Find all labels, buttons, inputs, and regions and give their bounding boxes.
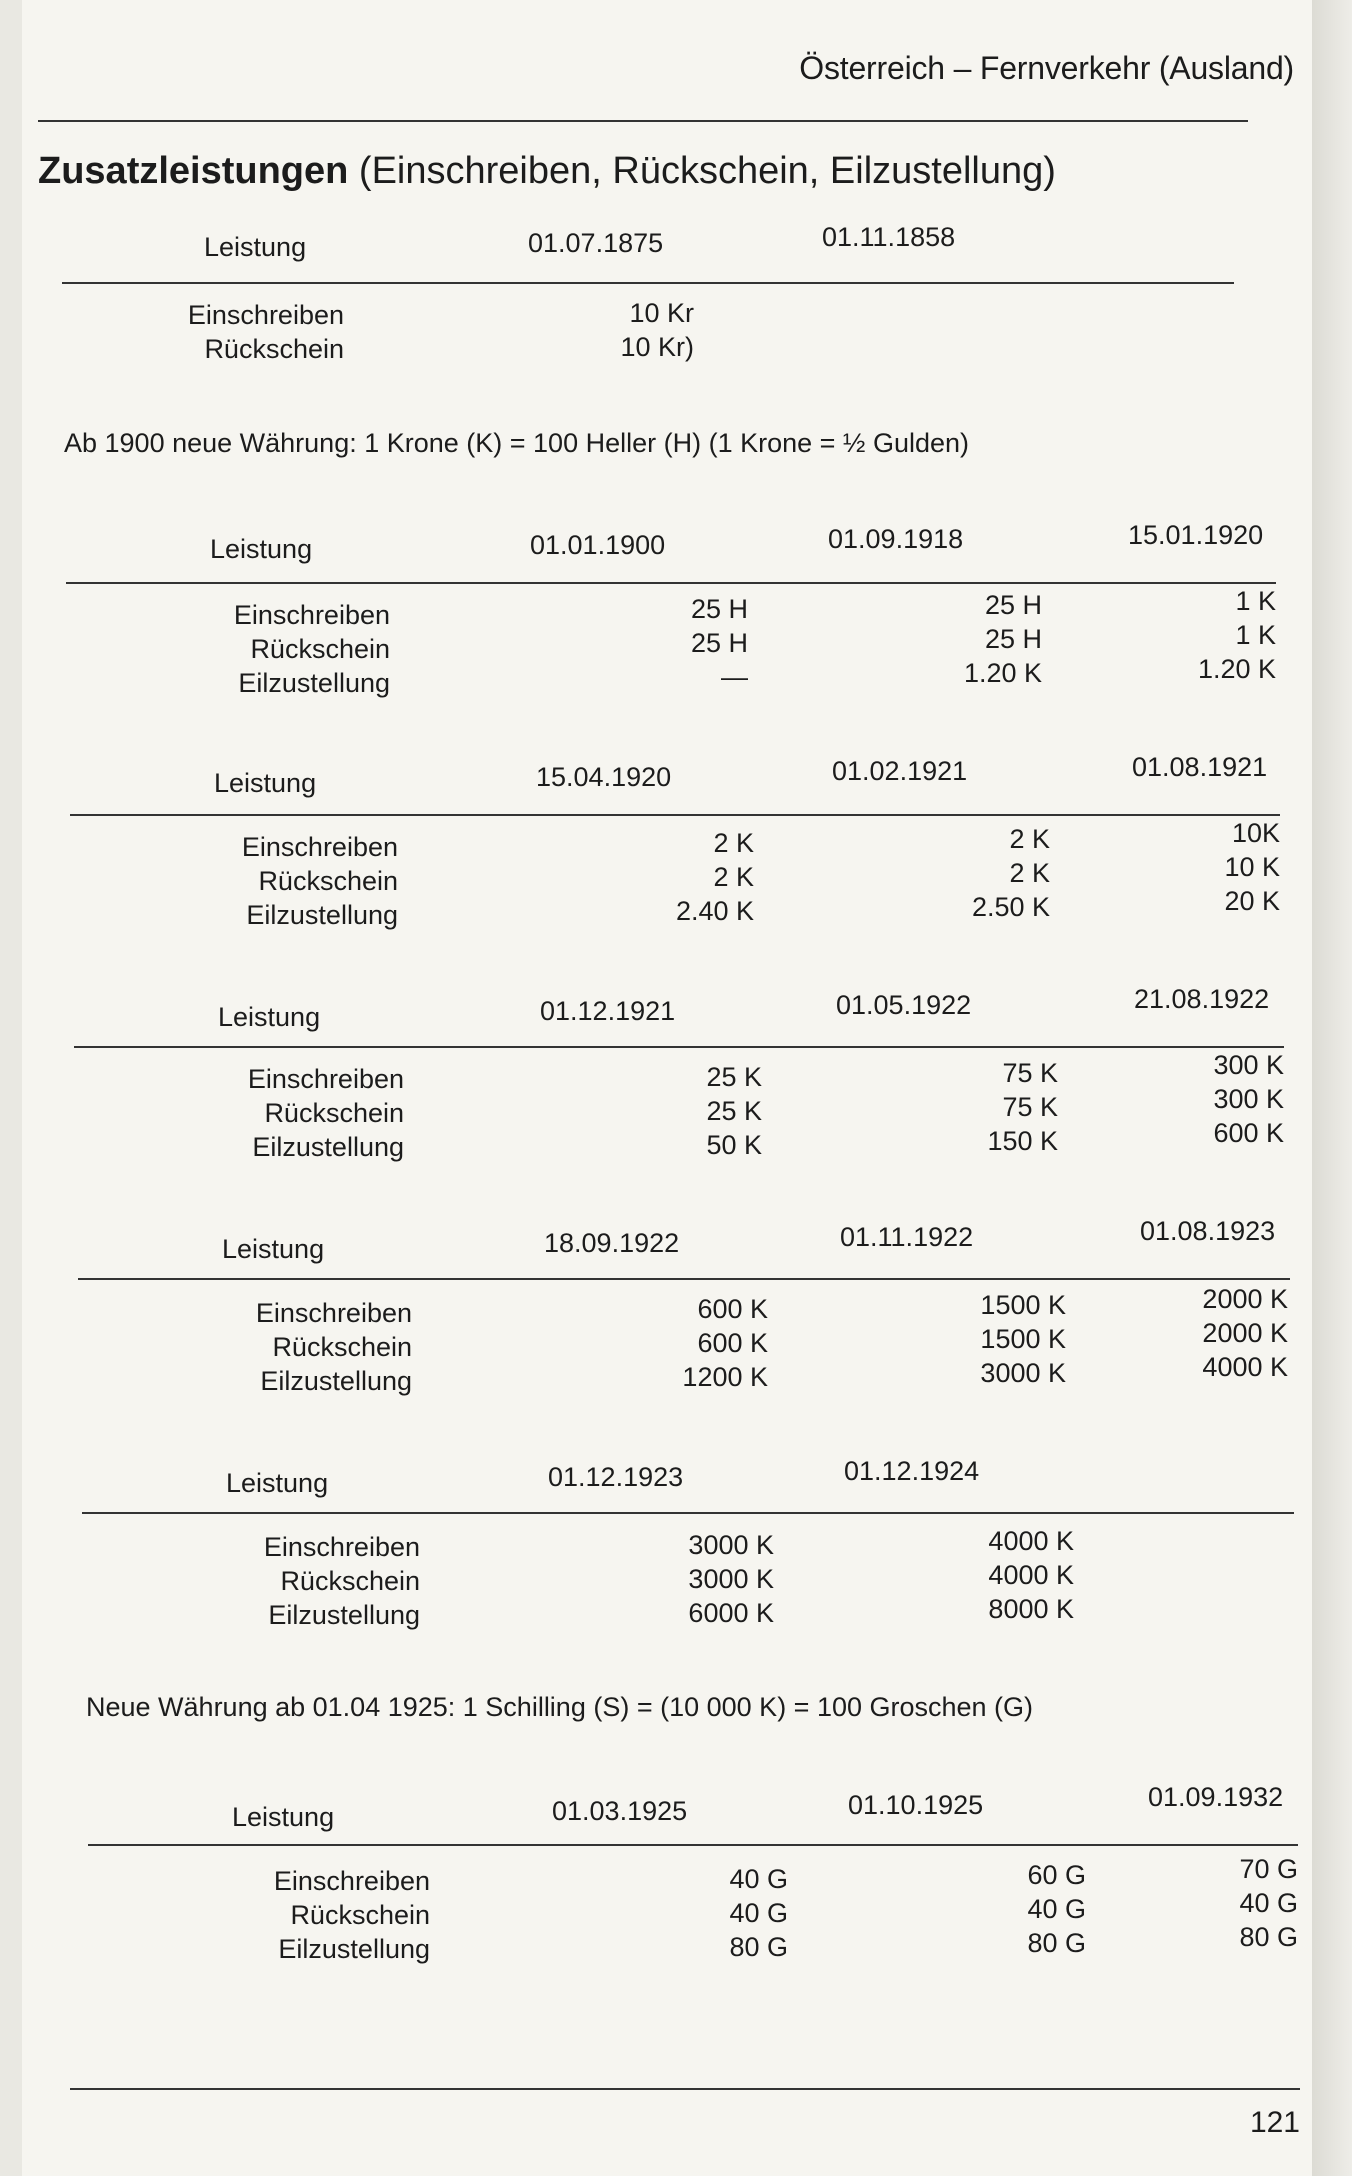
value-cell: 10K <box>1231 818 1280 848</box>
service-rueckschein: Rückschein <box>290 1900 430 1930</box>
value-cell: 2 K <box>713 828 754 858</box>
service-eilzustellung: Eilzustellung <box>278 1934 430 1964</box>
value-column-1 <box>706 1060 762 1162</box>
service-rueckschein: Rückschein <box>272 1332 412 1362</box>
value-cell: 25 H <box>690 594 748 624</box>
value-cell: 6000 K <box>688 1598 774 1628</box>
value-column-3 <box>1224 816 1280 918</box>
date-column-1: 15.04.1920 <box>536 762 672 792</box>
table-rule <box>88 1844 1298 1846</box>
service-labels <box>256 1296 412 1398</box>
table-rule <box>66 582 1276 584</box>
value-cell: 25 K <box>706 1062 762 1092</box>
value-cell: 1.20 K <box>1197 654 1276 684</box>
service-rueckschein: Rückschein <box>280 1566 420 1596</box>
service-einschreiben: Einschreiben <box>273 1866 430 1896</box>
value-cell: 2 K <box>713 862 754 892</box>
rate-table-1900 <box>66 520 1276 698</box>
date-column-1: 01.01.1900 <box>530 530 666 560</box>
service-eilzustellung: Eilzustellung <box>238 668 390 698</box>
service-rueckschein: Rückschein <box>204 334 344 364</box>
value-cell: 150 K <box>987 1126 1058 1156</box>
date-column-2: 01.02.1921 <box>832 756 968 786</box>
value-cell: 2000 K <box>1202 1318 1288 1348</box>
leistung-header: Leistung <box>214 768 317 798</box>
date-column-1: 01.12.1921 <box>540 996 676 1026</box>
value-cell: 1500 K <box>980 1290 1066 1320</box>
value-cell: 40 G <box>1027 1894 1086 1924</box>
value-column-2 <box>972 822 1050 924</box>
date-column-1: 01.07.1875 <box>528 228 664 258</box>
value-cell: 8000 K <box>988 1594 1074 1624</box>
value-column-1 <box>682 1292 768 1394</box>
value-cell: 600 K <box>697 1328 768 1358</box>
value-cell: 2000 K <box>1202 1284 1288 1314</box>
service-rueckschein: Rückschein <box>250 634 390 664</box>
rate-table-1923 <box>82 1450 1294 1630</box>
service-rueckschein: Rückschein <box>258 866 398 896</box>
service-rueckschein: Rückschein <box>264 1098 404 1128</box>
value-cell: 40 G <box>729 1864 788 1894</box>
service-einschreiben: Einschreiben <box>247 1064 404 1094</box>
table-rule <box>70 814 1280 816</box>
value-column-1 <box>691 592 748 694</box>
service-einschreiben: Einschreiben <box>255 1298 412 1328</box>
footer-rule <box>70 2088 1300 2090</box>
value-cell: 50 K <box>706 1130 762 1160</box>
value-cell: 40 G <box>1239 1888 1298 1918</box>
service-eilzustellung: Eilzustellung <box>260 1366 412 1396</box>
value-column-3 <box>1239 1852 1298 1954</box>
leistung-header: Leistung <box>218 1002 321 1032</box>
value-cell: 80 G <box>1239 1922 1298 1952</box>
value-column-2 <box>988 1524 1074 1626</box>
value-cell: 1200 K <box>682 1362 768 1392</box>
value-cell: 25 H <box>690 628 748 658</box>
leistung-header: Leistung <box>210 534 313 564</box>
value-column-1 <box>688 1528 774 1630</box>
value-column-1 <box>729 1862 788 1964</box>
rate-table-1920 <box>70 752 1280 930</box>
value-cell: 2 K <box>1009 858 1050 888</box>
leistung-header: Leistung <box>204 232 307 262</box>
value-cell: 25 H <box>984 624 1042 654</box>
service-labels <box>274 1864 430 1966</box>
leistung-header: Leistung <box>232 1802 335 1832</box>
value-cell: 75 K <box>1002 1092 1058 1122</box>
service-labels <box>264 1530 420 1632</box>
service-eilzustellung: Eilzustellung <box>268 1600 420 1630</box>
value-cell: 1 K <box>1235 586 1276 616</box>
value-cell: 600 K <box>1213 1118 1284 1148</box>
value-cell: 2.40 K <box>675 896 754 926</box>
service-labels <box>234 598 390 700</box>
value-column-2 <box>964 588 1042 690</box>
value-cell: 20 K <box>1224 886 1280 916</box>
currency-note-1925: Neue Währung ab 01.04 1925: 1 Schilling (S) = (10 000 K) = 100 Groschen (G) <box>86 1692 1034 1722</box>
value-column-3 <box>1198 584 1276 686</box>
value-cell: 600 K <box>697 1294 768 1324</box>
page-edge <box>1312 0 1352 2176</box>
date-column-2: 01.11.1922 <box>840 1222 974 1252</box>
rate-table-1921 <box>74 984 1284 1162</box>
section-title-rest: (Einschreiben, Rückschein, Eilzustellung) <box>348 150 1056 192</box>
table-rule <box>78 1278 1290 1280</box>
rate-table-1922 <box>78 1216 1290 1396</box>
date-column-3: 01.08.1921 <box>1132 752 1268 782</box>
value-column-3 <box>1202 1282 1288 1384</box>
table-rule <box>62 282 1234 284</box>
page-number: 121 <box>1249 2106 1300 2139</box>
value-column-2 <box>1027 1858 1086 1960</box>
service-labels <box>242 830 398 932</box>
value-cell: 2.50 K <box>971 892 1050 922</box>
rate-table-1875 <box>62 220 1234 370</box>
value-column-1 <box>620 296 694 364</box>
service-einschreiben: Einschreiben <box>263 1532 420 1562</box>
service-eilzustellung: Eilzustellung <box>252 1132 404 1162</box>
service-einschreiben: Einschreiben <box>241 832 398 862</box>
value-cell: 3000 K <box>688 1530 774 1560</box>
value-column-2 <box>980 1288 1066 1390</box>
leistung-header: Leistung <box>222 1234 325 1264</box>
date-column-1: 18.09.1922 <box>544 1228 680 1258</box>
value-cell: 300 K <box>1213 1050 1284 1080</box>
value-cell: 25 K <box>706 1096 762 1126</box>
value-column-3 <box>1213 1048 1284 1150</box>
value-cell: 40 G <box>729 1898 788 1928</box>
table-rule <box>74 1046 1284 1048</box>
value-cell: 2 K <box>1009 824 1050 854</box>
value-column-2 <box>987 1056 1058 1158</box>
date-column-3: 21.08.1922 <box>1134 984 1270 1014</box>
service-labels <box>188 298 344 366</box>
date-column-3: 01.08.1923 <box>1140 1216 1276 1246</box>
value-cell: 80 G <box>729 1932 788 1962</box>
value-cell: 75 K <box>1002 1058 1058 1088</box>
value-column-1 <box>676 826 754 928</box>
date-column-2: 01.05.1922 <box>836 990 972 1020</box>
header-rule <box>38 120 1248 122</box>
value-cell: 1 K <box>1235 620 1276 650</box>
table-rule <box>82 1512 1294 1514</box>
value-cell: 10 Kr) <box>620 332 694 362</box>
date-column-1: 01.12.1923 <box>548 1462 684 1492</box>
service-labels <box>248 1062 404 1164</box>
value-cell: 4000 K <box>988 1560 1074 1590</box>
value-cell: 10 K <box>1224 852 1280 882</box>
value-cell: 4000 K <box>1202 1352 1288 1382</box>
value-cell: 300 K <box>1213 1084 1284 1114</box>
value-cell: 60 G <box>1027 1860 1086 1890</box>
currency-note-1900: Ab 1900 neue Währung: 1 Krone (K) = 100 Heller (H) (1 Krone = ½ Gulden) <box>64 428 970 458</box>
date-column-2: 01.10.1925 <box>848 1790 984 1820</box>
leistung-header: Leistung <box>226 1468 329 1498</box>
service-einschreiben: Einschreiben <box>233 600 390 630</box>
section-title <box>38 150 1056 193</box>
date-column-3: 15.01.1920 <box>1128 520 1264 550</box>
value-cell: — <box>721 662 748 692</box>
section-title-bold: Zusatzleistungen <box>38 150 349 192</box>
value-cell: 10 Kr <box>629 298 694 328</box>
value-cell: 4000 K <box>988 1526 1074 1556</box>
value-cell: 1500 K <box>980 1324 1066 1354</box>
value-cell: 25 H <box>984 590 1042 620</box>
value-cell: 70 G <box>1239 1854 1298 1884</box>
value-cell: 80 G <box>1027 1928 1086 1958</box>
value-cell: 3000 K <box>688 1564 774 1594</box>
date-column-3: 01.09.1932 <box>1148 1782 1284 1812</box>
value-cell: 1.20 K <box>963 658 1042 688</box>
date-column-1: 01.03.1925 <box>552 1796 688 1826</box>
rate-table-1925 <box>88 1782 1298 1964</box>
date-column-2: 01.12.1924 <box>844 1456 980 1486</box>
service-eilzustellung: Eilzustellung <box>246 900 398 930</box>
value-cell: 3000 K <box>980 1358 1066 1388</box>
date-column-2: 01.09.1918 <box>828 524 964 554</box>
date-column-2: 01.11.1858 <box>822 222 956 252</box>
service-einschreiben: Einschreiben <box>187 300 344 330</box>
running-header: Österreich – Fernverkehr (Ausland) <box>799 50 1294 86</box>
